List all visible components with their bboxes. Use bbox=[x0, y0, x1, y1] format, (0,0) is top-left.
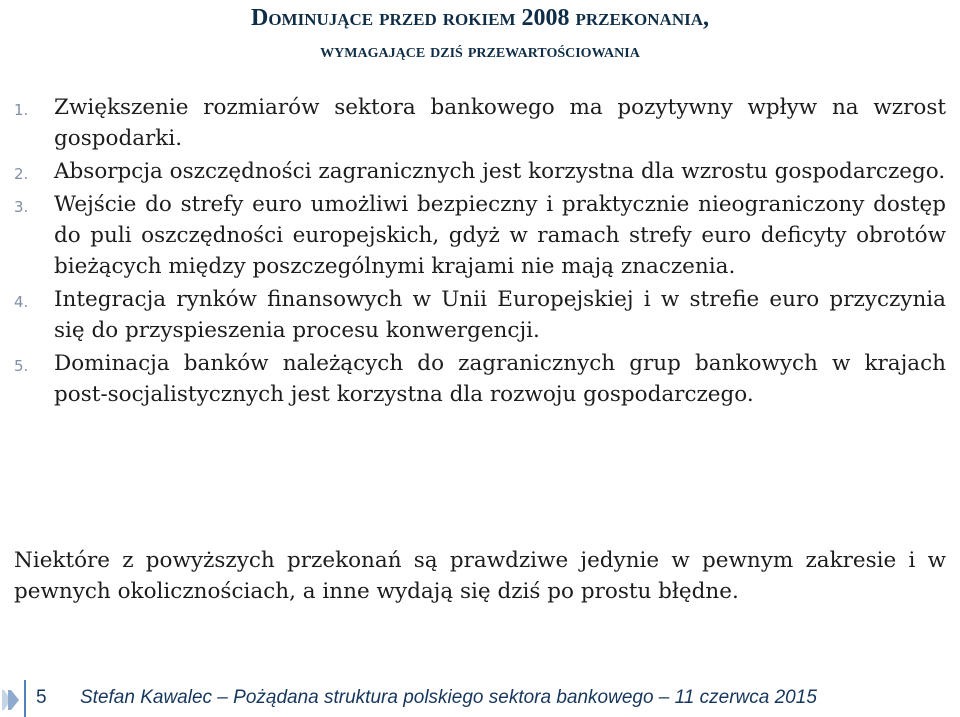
footer-divider bbox=[24, 680, 26, 717]
footer-caption: Stefan Kawalec – Pożądana struktura polskiego sektora bankowego – 11 czerwca 2015 bbox=[80, 687, 817, 708]
slide-title bbox=[0, 0, 960, 68]
conclusion-text: Niektóre z powyższych przekonań są prawdziwe jedynie w pewnym zakresie i w pewnych okolicznościach, a inne wydają się dziś po prostu błędne. bbox=[14, 548, 946, 604]
list-item-number: 2. bbox=[14, 165, 29, 183]
page-number: 5 bbox=[36, 687, 47, 708]
list-item bbox=[14, 284, 946, 346]
slide-footer bbox=[0, 680, 960, 717]
list-item-text: Zwiększenie rozmiarów sektora bankowego ma pozytywny wpływ na wzrost gospodarki. bbox=[54, 95, 946, 151]
slide-title-line-1: Dominujące przed rokiem 2008 przekonania, bbox=[250, 5, 709, 31]
list-item bbox=[14, 348, 946, 410]
list-item-text: Dominacja banków należących do zagranicznych grup bankowych w krajach post-socjalistycznych jest korzystna dla rozwoju gospodarczego. bbox=[54, 351, 946, 407]
list-item-text: Absorpcja oszczędności zagranicznych jest korzystna dla wzrostu gospodarczego. bbox=[54, 159, 946, 184]
belief-list bbox=[14, 92, 946, 412]
double-chevron-icon bbox=[2, 686, 22, 714]
list-item-text: Integracja rynków finansowych w Unii Europejskiej i w strefie euro przyczynia się do przyspieszenia procesu konwergencji. bbox=[54, 287, 946, 343]
list-item bbox=[14, 92, 946, 154]
slide-title-line-2: wymagające dziś przewartościowania bbox=[320, 40, 640, 62]
list-item-number: 1. bbox=[14, 101, 29, 119]
list-item-number: 3. bbox=[14, 198, 29, 216]
list-item bbox=[14, 156, 946, 187]
list-item bbox=[14, 189, 946, 282]
list-item-text: Wejście do strefy euro umożliwi bezpieczny i praktycznie nieograniczony dostęp do puli oszczędności europejskich, gdyż w ramach strefy euro deficyty obrotów bieżących między poszczególnymi krajami nie mają znaczenia. bbox=[54, 192, 946, 279]
list-item-number: 4. bbox=[14, 293, 29, 311]
list-item-number: 5. bbox=[14, 357, 29, 375]
